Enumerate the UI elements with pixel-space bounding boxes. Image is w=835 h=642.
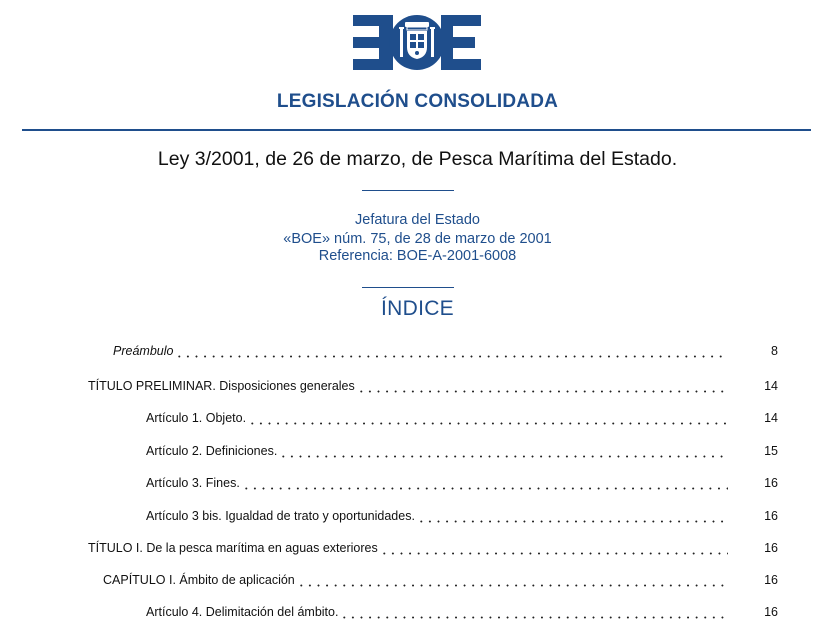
- header-divider: [22, 129, 811, 131]
- toc-leader-dots: [417, 511, 728, 523]
- toc-entry-capitulo-1[interactable]: [0, 569, 835, 587]
- toc-entry-articulo-3[interactable]: [0, 472, 835, 490]
- toc-entry-page: 16: [764, 476, 778, 490]
- toc-entry-label: Artículo 1. Objeto.: [146, 411, 247, 425]
- toc-entry-page: 14: [764, 379, 778, 393]
- document-title: Ley 3/2001, de 26 de marzo, de Pesca Marítima del Estado.: [157, 148, 678, 170]
- meta-divider: [362, 287, 454, 288]
- toc-entry-page: 16: [764, 573, 778, 587]
- document-reference: Referencia: BOE-A-2001-6008: [318, 248, 517, 264]
- toc-entry-preambulo[interactable]: [0, 340, 835, 358]
- toc-entry-titulo-preliminar[interactable]: [0, 375, 835, 393]
- toc-entry-label: TÍTULO I. De la pesca marítima en aguas exteriores: [88, 541, 378, 555]
- toc-entry-articulo-1[interactable]: [0, 407, 835, 425]
- toc-entry-articulo-2[interactable]: [0, 440, 835, 458]
- toc-entry-label: Preámbulo: [113, 344, 174, 358]
- toc-entry-page: 14: [764, 411, 778, 425]
- boe-logo-graphic: [353, 15, 481, 70]
- toc-entry-label: CAPÍTULO I. Ámbito de aplicación: [103, 573, 295, 587]
- toc-leader-dots: [175, 346, 728, 358]
- toc-leader-dots: [248, 413, 728, 425]
- collection-title: LEGISLACIÓN CONSOLIDADA: [276, 91, 559, 112]
- toc-entry-label: Artículo 3. Fines.: [146, 476, 240, 490]
- toc-entry-page: 16: [764, 541, 778, 555]
- toc-leader-dots: [297, 575, 728, 587]
- index-title: ÍNDICE: [381, 297, 454, 320]
- toc-entry-titulo-1[interactable]: [0, 537, 835, 555]
- toc-entry-page: 16: [764, 509, 778, 523]
- toc-leader-dots: [279, 446, 728, 458]
- toc-leader-dots: [357, 381, 728, 393]
- toc-entry-articulo-3-bis[interactable]: [0, 505, 835, 523]
- toc-entry-label: Artículo 3 bis. Igualdad de trato y oportunidades.: [146, 509, 415, 523]
- boe-logo: [353, 15, 481, 70]
- toc-entry-label: Artículo 2. Definiciones.: [146, 444, 278, 458]
- toc-leader-dots: [340, 607, 728, 619]
- toc-entry-page: 16: [764, 605, 778, 619]
- document-issuer: Jefatura del Estado: [355, 212, 480, 228]
- toc-entry-label: TÍTULO PRELIMINAR. Disposiciones generales: [88, 379, 355, 393]
- toc-leader-dots: [242, 478, 728, 490]
- toc-entry-label: Artículo 4. Delimitación del ámbito.: [146, 605, 339, 619]
- document-publication: «BOE» núm. 75, de 28 de marzo de 2001: [283, 231, 552, 247]
- toc-entry-articulo-4[interactable]: [0, 601, 835, 619]
- toc-leader-dots: [380, 543, 728, 555]
- toc-entry-page: 8: [771, 344, 778, 358]
- toc-entry-page: 15: [764, 444, 778, 458]
- title-divider: [362, 190, 454, 191]
